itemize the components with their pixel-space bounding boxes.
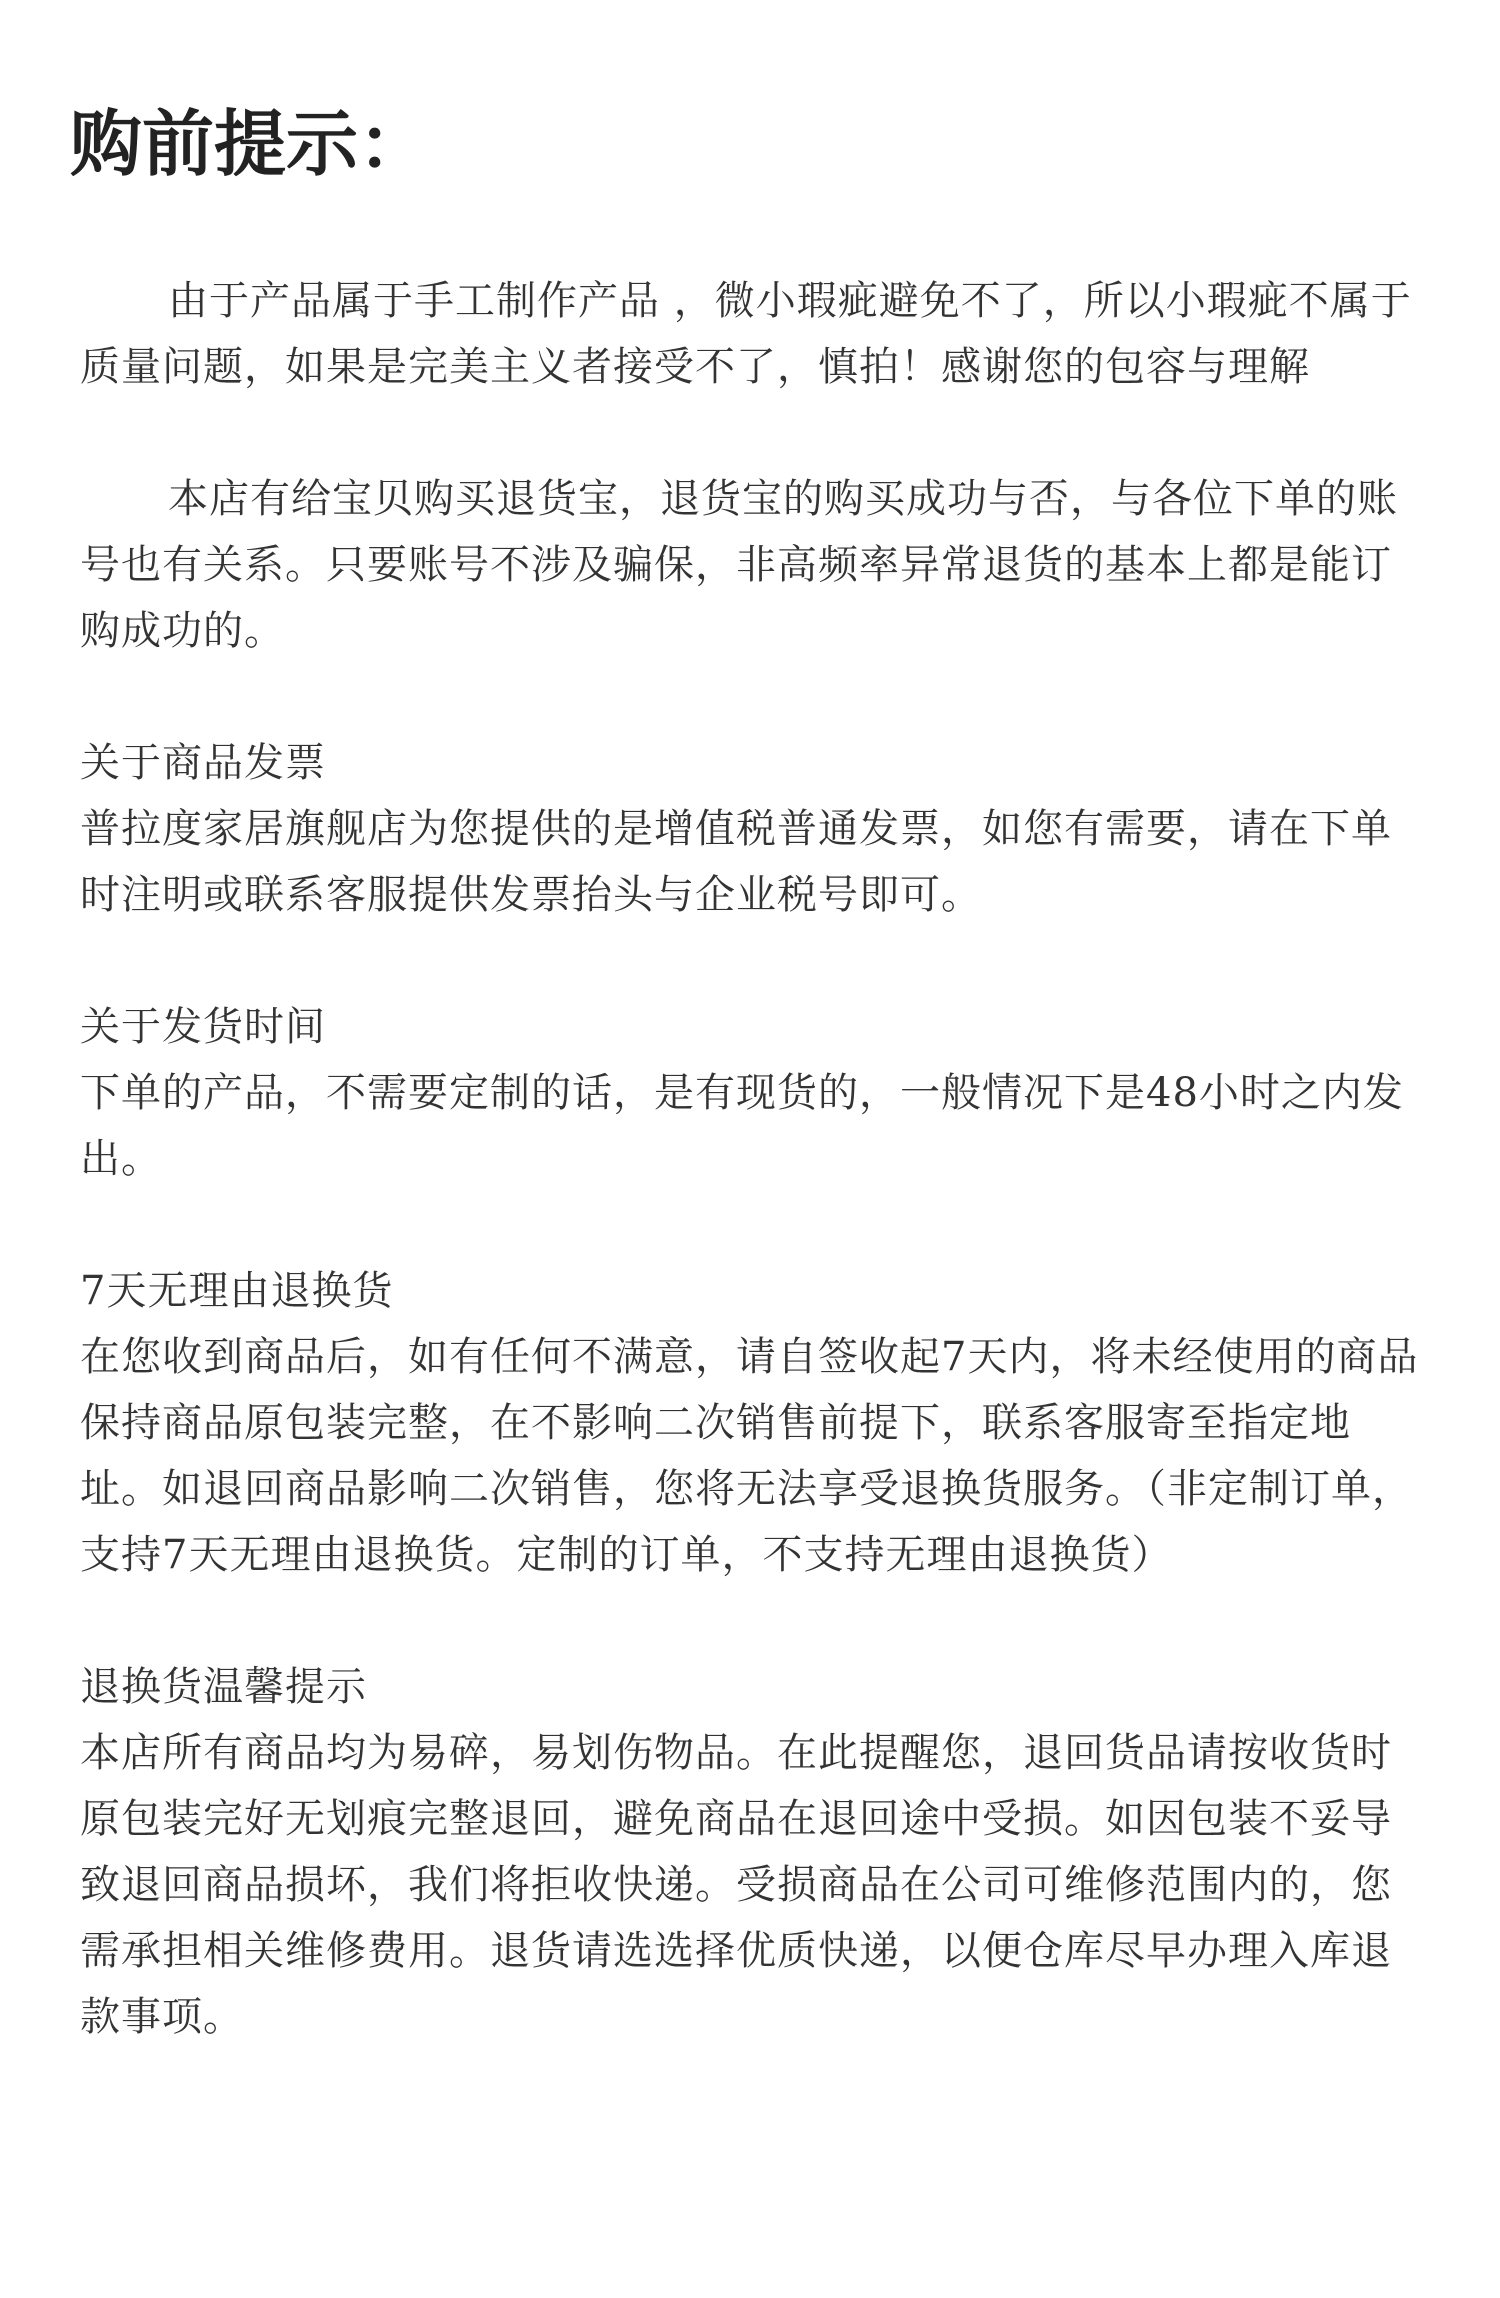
section-invoice bbox=[80, 730, 1420, 928]
spacer bbox=[80, 928, 1420, 994]
spacer bbox=[80, 664, 1420, 730]
intro-paragraph-handmade: 由于产品属于手工制作产品 ，微小瑕疵避免不了，所以小瑕疵不属于质量问题，如果是完美主义者接受不了，慎拍！感谢您的包容与理解 bbox=[80, 278, 1412, 390]
section-7day-return bbox=[80, 1258, 1420, 1588]
section-body: 在您收到商品后，如有任何不满意，请自签收起7天内，将未经使用的商品保持商品原包装完整，在不影响二次销售前提下，联系客服寄至指定地址。如退回商品影响二次销售，您将无法享受退换货服务。（非定制订单，支持7天无理由退换货。定制的订单，不支持无理由退换货） bbox=[80, 1334, 1419, 1578]
intro-paragraph-return-insurance: 本店有给宝贝购买退货宝，退货宝的购买成功与否，与各位下单的账号也有关系。只要账号不涉及骗保，非高频率异常退货的基本上都是能订购成功的。 bbox=[80, 476, 1398, 654]
section-shipping bbox=[80, 994, 1420, 1192]
section-heading: 关于发货时间 bbox=[80, 1004, 326, 1050]
section-body: 普拉度家居旗舰店为您提供的是增值税普通发票，如您有需要，请在下单时注明或联系客服提供发票抬头与企业税号即可。 bbox=[80, 806, 1392, 918]
section-heading: 7天无理由退换货 bbox=[80, 1268, 394, 1314]
spacer bbox=[80, 1588, 1420, 1654]
section-body: 本店所有商品均为易碎，易划伤物品。在此提醒您，退回货品请按收货时原包装完好无划痕完整退回，避免商品在退回途中受损。如因包装不妥导致退回商品损坏，我们将拒收快递。受损商品在公司可维修范围内的，您需承担相关维修费用。退货请选选择优质快递，以便仓库尽早办理入库退款事项。 bbox=[80, 1730, 1392, 2040]
page-title: 购前提示： bbox=[70, 101, 431, 186]
section-heading: 关于商品发票 bbox=[80, 740, 326, 786]
section-return-tips bbox=[80, 1654, 1420, 2050]
spacer bbox=[80, 1192, 1420, 1258]
section-heading: 退换货温馨提示 bbox=[80, 1664, 367, 1710]
spacer bbox=[80, 400, 1420, 466]
section-body: 下单的产品，不需要定制的话，是有现货的，一般情况下是48小时之内发出。 bbox=[80, 1070, 1404, 1182]
